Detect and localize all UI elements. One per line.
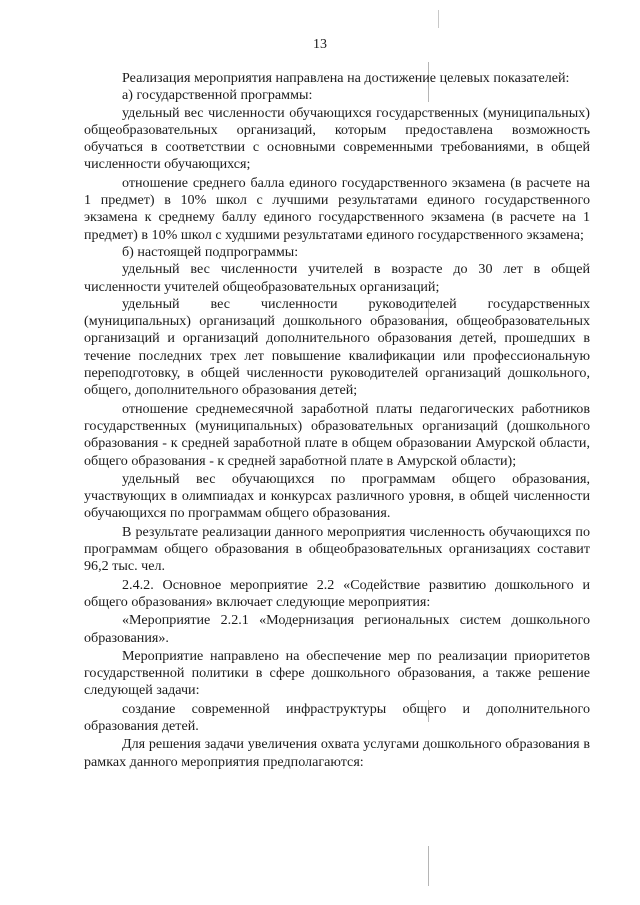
paragraph: б) настоящей подпрограммы:: [122, 243, 299, 260]
paragraph: Для решения задачи увеличения охвата услугами дошкольного образования в рамках данного мероприятия предполагаются:: [84, 736, 590, 770]
paragraph: а) государственной программы:: [122, 87, 313, 104]
paragraph: удельный вес численности руководителей государственных (муниципальных) организаций дошкольного образования, общеобразовательных организаций и организаций дополнительного образования детей, прошедших в течение последних трех лет повышение квалификации или профессиональную переподготовку, в общей численности руководителей организаций дошкольного, общего, дополнительного образования детей;: [84, 295, 590, 399]
page-number: 13: [313, 37, 327, 52]
paragraph: В результате реализации данного мероприятия численность обучающихся по программам общего образования в общеобразовательных организациях составит 96,2 тыс. чел.: [84, 523, 590, 575]
paragraph: удельный вес обучающихся по программам общего образования, участвующих в олимпиадах и конкурсах различного уровня, в общей численности обучающихся по программам общего образования.: [84, 470, 590, 522]
paragraph: удельный вес численности учителей в возрасте до 30 лет в общей численности учителей общеобразовательных организаций;: [84, 261, 590, 295]
scan-edge-mark: [438, 10, 439, 28]
paragraph: отношение среднемесячной заработной платы педагогических работников государственных (муниципальных) образовательных организаций (дошкольного образования - к средней заработной плате в общем образовании Амурской области, общего образования - к средней заработной плате в Амурской области);: [84, 400, 590, 469]
paragraph: Реализация мероприятия направлена на достижение целевых показателей:: [122, 70, 570, 86]
paragraph: «Мероприятие 2.2.1 «Модернизация региональных систем дошкольного образования».: [84, 612, 590, 646]
document-body: [84, 70, 590, 771]
paragraph: Мероприятие направлено на обеспечение мер по реализации приоритетов государственной политики в сфере дошкольного образования, а также решение следующей задачи:: [84, 647, 590, 699]
scan-fold-line: [428, 846, 429, 886]
paragraph: отношение среднего балла единого государственного экзамена (в расчете на 1 предмет) в 10% школ с лучшими результатами единого государственного экзамена к среднему баллу единого государственного экзамена (в расчете на 1 предмет) в 10% школ с худшими результатами единого государственного экзамена;: [84, 174, 590, 243]
paragraph: 2.4.2. Основное мероприятие 2.2 «Содействие развитию дошкольного и общего образования» включает следующие мероприятия:: [84, 576, 590, 610]
paragraph: удельный вес численности обучающихся государственных (муниципальных) общеобразовательных организаций, которым предоставлена возможность обучаться в соответствии с основными современными требованиями, в общей численности обучающихся;: [84, 104, 590, 173]
paragraph: создание современной инфраструктуры общего и дополнительного образования детей.: [84, 700, 590, 734]
